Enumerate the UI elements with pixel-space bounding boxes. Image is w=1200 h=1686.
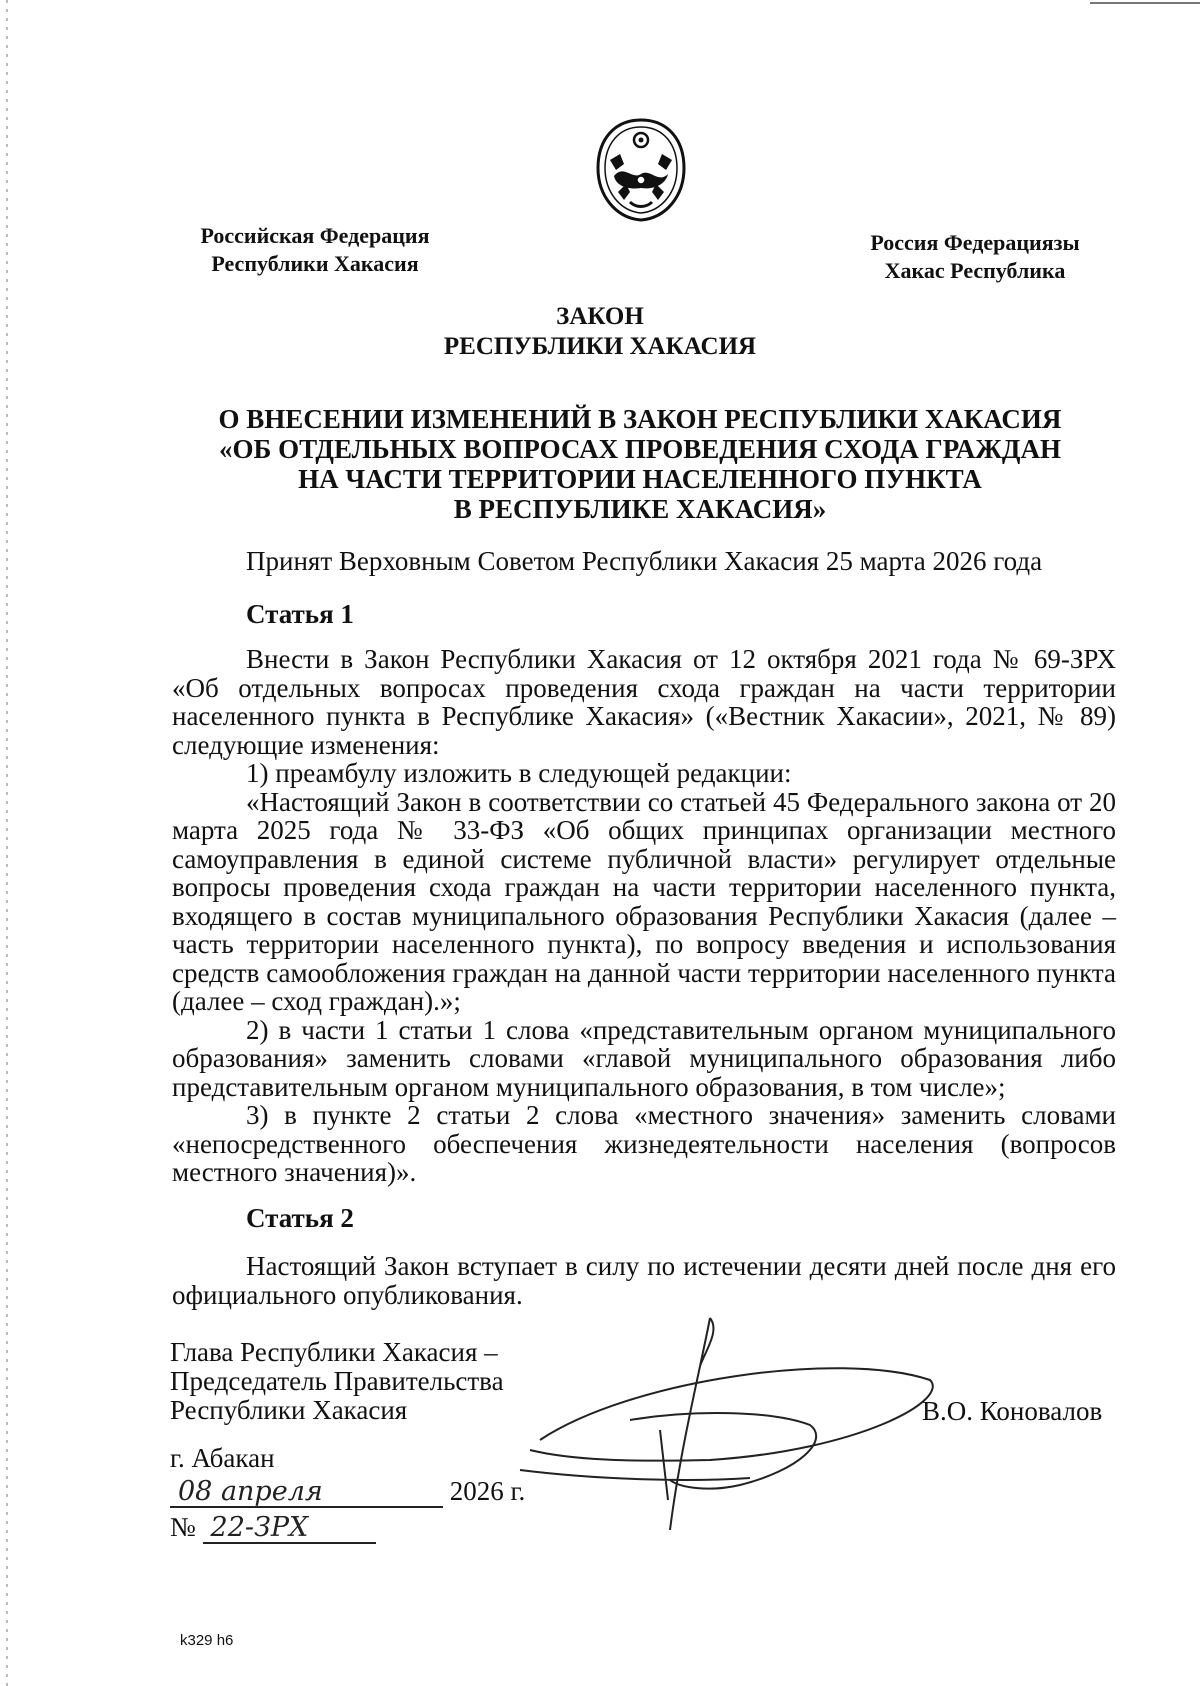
adoption-note: Принят Верховным Советом Республики Хакасия 25 марта 2026 года xyxy=(246,546,1043,576)
issue-date-handwritten: 08 апреля xyxy=(170,1478,443,1508)
article-2-paragraph: Настоящий Закон вступает в силу по истечении десяти дней после дня его официального опубликования. xyxy=(172,1251,1116,1310)
article-1-heading: Статья 1 xyxy=(246,599,354,629)
coat-of-arms-emblem xyxy=(596,118,686,222)
signatory-title-line3: Республики Хакасия xyxy=(170,1395,408,1425)
header-right xyxy=(840,229,1110,285)
header-right-line1: Россия Федерациязы xyxy=(870,230,1080,255)
footer-code: k329 h6 xyxy=(180,1632,234,1649)
article-2-body xyxy=(172,1252,1116,1309)
article-2-heading: Статья 2 xyxy=(246,1203,354,1233)
article-1-body xyxy=(172,645,1116,1187)
law-subject-line: В РЕСПУБЛИКЕ ХАКАСИЯ» xyxy=(453,494,827,524)
issue-number-handwritten: 22-ЗРХ xyxy=(203,1514,376,1544)
law-subject-line: «ОБ ОТДЕЛЬНЫХ ВОПРОСАХ ПРОВЕДЕНИЯ СХОДА ГРАЖДАН xyxy=(218,434,1062,464)
law-subject-line: НА ЧАСТИ ТЕРРИТОРИИ НАСЕЛЕННОГО ПУНКТА xyxy=(298,464,982,494)
issue-place: г. Абакан xyxy=(170,1443,275,1473)
issue-number xyxy=(170,1512,376,1544)
signatory-title-line1: Глава Республики Хакасия – xyxy=(170,1337,498,1367)
issue-year: 2026 г. xyxy=(449,1476,526,1506)
scan-edge-top xyxy=(1090,2,1200,4)
issue-date xyxy=(170,1476,525,1508)
header-right-line2: Хакас Республика xyxy=(884,258,1066,283)
handwritten-signature xyxy=(510,1310,950,1570)
scan-edge-left xyxy=(6,0,8,1686)
signatory-title-line2: Председатель Правительства xyxy=(170,1366,504,1396)
article-1-paragraph: 3) в пункте 2 статьи 2 слова «местного значения» заменить словами «непосредственного обеспечения жизнедеятельности населения (вопросов местного значения)». xyxy=(172,1100,1116,1187)
header-left-line2: Республики Хакасия xyxy=(211,251,419,276)
header-left-line1: Российская Федерация xyxy=(200,223,430,248)
article-1-paragraph: «Настоящий Закон в соответствии со статьей 45 Федерального закона от 20 марта 2025 года № 33-ФЗ «Об общих принципах организации местного самоуправления в единой системе публичной власти» регулирует отдельные вопросы проведения схода граждан на части территории населенного пункта, входящего в состав муниципального образования Республики Хакасия (далее – часть территории населенного пункта), по вопросу введения и использования средств самообложения граждан на данной части территории населенного пункта (далее – сход граждан).»; xyxy=(172,786,1116,1016)
article-1-paragraph: Внести в Закон Республики Хакасия от 12 октября 2021 года № 69-ЗРХ «Об отдельных вопросах проведения схода граждан на части территории населенного пункта в Республике Хакасия» («Вестник Хакасии», 2021, № 89) следующие изменения: xyxy=(172,644,1116,760)
article-1-paragraph: 2) в части 1 статьи 1 слова «представительным органом муниципального образования» заменить словами «главой муниципального образования либо представительным органом муниципального образования, в том числе»; xyxy=(172,1014,1116,1102)
law-title-line1: ЗАКОН xyxy=(556,303,644,330)
law-title-line2: РЕСПУБЛИКИ ХАКАСИЯ xyxy=(443,333,757,360)
article-1-paragraph: 1) преамбулу изложить в следующей редакции: xyxy=(246,758,792,788)
law-subject-line: О ВНЕСЕНИИ ИЗМЕНЕНИЙ В ЗАКОН РЕСПУБЛИКИ ХАКАСИЯ xyxy=(218,404,1062,434)
law-subject xyxy=(160,404,1120,524)
signatory-title xyxy=(170,1338,504,1425)
law-title xyxy=(0,302,1200,362)
issue-number-prefix: № xyxy=(170,1512,196,1542)
signatory-name: В.О. Коновалов xyxy=(922,1396,1103,1426)
header-left xyxy=(165,222,465,278)
